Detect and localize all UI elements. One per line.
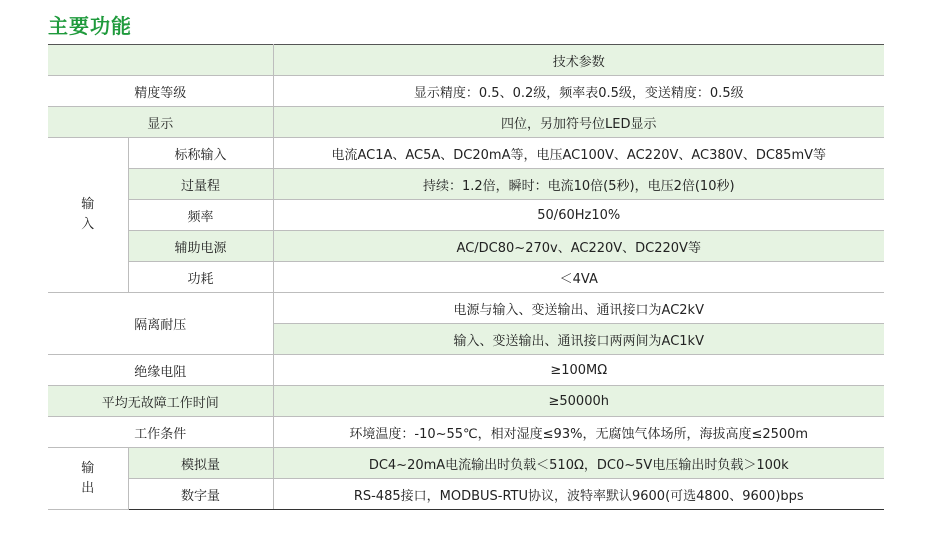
spec-table [48,44,884,510]
output-group-label-top: 输 [81,460,95,476]
row-value: 四位，另加符号位LED显示 [273,107,884,138]
table-row [48,200,884,231]
header-row [48,45,884,76]
table-row [48,448,884,479]
row-value: 持续：1.2倍，瞬时：电流10倍(5秒)，电压2倍(10秒) [273,169,884,200]
row-value: 输入、变送输出、通讯接口两两间为AC1kV [273,324,884,355]
table-row [48,107,884,138]
row-value: RS-485接口，MODBUS-RTU协议，波特率默认9600(可选4800、9600)bps [273,479,884,510]
row-value: ＜4VA [273,262,884,293]
table-row [48,169,884,200]
row-value: 显示精度：0.5、0.2级，频率表0.5级，变送精度：0.5级 [273,76,884,107]
table-row [48,262,884,293]
row-label: 过量程 [128,169,273,200]
table-row [48,355,884,386]
table-row [48,231,884,262]
row-value: AC/DC80~270v、AC220V、DC220V等 [273,231,884,262]
row-label: 显示 [48,107,273,138]
row-label: 模拟量 [128,448,273,479]
header-blank [48,45,273,76]
header-param: 技术参数 [273,45,884,76]
row-label: 数字量 [128,479,273,510]
table-row [48,386,884,417]
table-row [48,417,884,448]
table-row [48,293,884,324]
row-value: 50/60Hz10% [273,200,884,231]
table-row [48,138,884,169]
row-value: ≥50000h [273,386,884,417]
input-group-label-top: 输 [81,197,95,212]
row-label: 辅助电源 [128,231,273,262]
input-group-label-bottom: 入 [81,217,95,232]
row-value: ≥100MΩ [273,355,884,386]
row-value: DC4~20mA电流输出时负载＜510Ω，DC0~5V电压输出时负载＞100k [273,448,884,479]
output-group-label-bottom: 出 [81,480,95,496]
row-label: 工作条件 [48,417,273,448]
output-group-label [48,448,128,510]
row-value: 电源与输入、变送输出、通讯接口为AC2kV [273,293,884,324]
row-label: 平均无故障工作时间 [48,386,273,417]
input-group-label [48,138,128,293]
row-label: 频率 [128,200,273,231]
row-value: 电流AC1A、AC5A、DC20mA等，电压AC100V、AC220V、AC380V、DC85mV等 [273,138,884,169]
row-label: 功耗 [128,262,273,293]
section-title: 主要功能 [48,14,132,38]
table-row [48,479,884,510]
row-value: 环境温度：-10~55℃，相对湿度≤93%，无腐蚀气体场所，海拔高度≤2500m [273,417,884,448]
row-label: 隔离耐压 [48,293,273,355]
row-label: 标称输入 [128,138,273,169]
table-row [48,76,884,107]
row-label: 绝缘电阻 [48,355,273,386]
row-label: 精度等级 [48,76,273,107]
